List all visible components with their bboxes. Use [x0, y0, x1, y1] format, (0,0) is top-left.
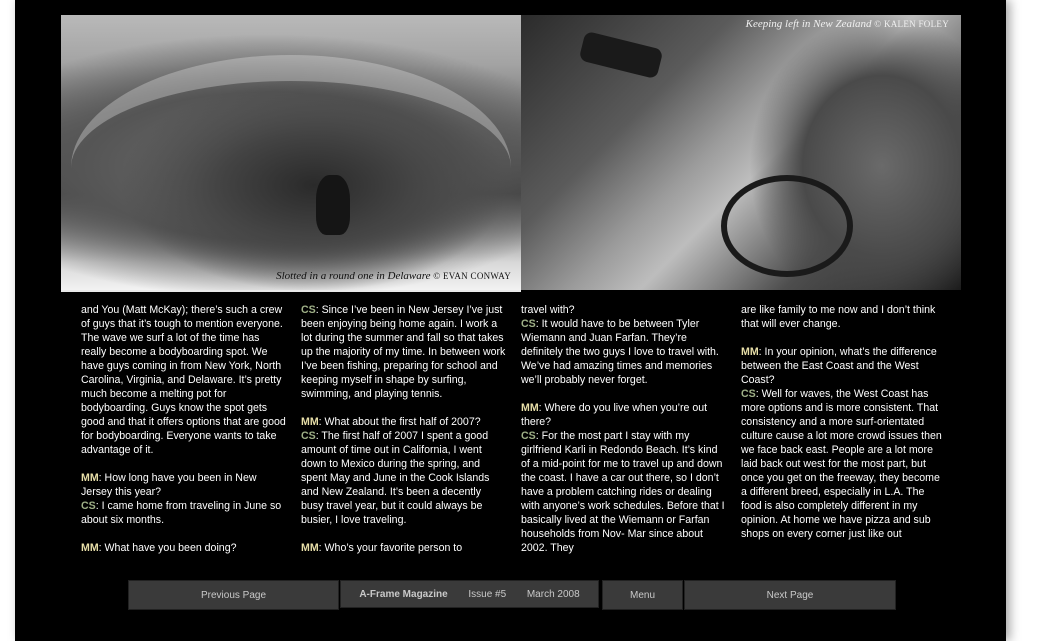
- right-photo-caption: [746, 18, 949, 30]
- text-column-4: [741, 303, 946, 555]
- next-page-button[interactable]: [684, 580, 896, 610]
- paragraph-text: The first half of 2007 I spent a good amount of time out in California, I went down to Mexico during the spring, and spent May and June in the Cook Islands and New Zealand. It’s been a decently busy travel year, but it could always be busier, I love traveling.: [301, 430, 490, 526]
- paragraph-text: In your opinion, what’s the difference between the East Coast and the West Coast?: [741, 346, 937, 386]
- steering-wheel-shape: [721, 175, 853, 277]
- paragraph-text: For the most part I stay with my girlfriend Karli in Redondo Beach. It’s kind of a mid-point for me to travel up and down the coast. I have a car out there, so I don’t have a problem catching rides or dealing with anyone’s work schedules. Before that I basically lived at the Wiemann or Farfan households from Nov- Mar since about 2002. They: [521, 430, 725, 554]
- paragraph-text: I came home from traveling in June so about six months.: [81, 500, 282, 526]
- bodyboarder-figure: [316, 175, 350, 235]
- right-caption-text: Keeping left in New Zealand: [745, 18, 872, 30]
- rearview-mirror-shape: [579, 31, 664, 79]
- paragraph: [521, 303, 726, 317]
- paragraph-text: Where do you live when you’re out there?: [521, 402, 708, 428]
- speaker-label: MM: [81, 472, 99, 484]
- question: MM: Where do you live when you’re out there?: [521, 402, 708, 428]
- menu-label: Menu: [629, 589, 655, 601]
- left-caption-text: Slotted in a round one in Delaware: [276, 270, 431, 282]
- text-column-3: [521, 303, 726, 569]
- speaker-label: CS: [521, 430, 536, 442]
- paragraph-text: Who’s your favorite person to: [324, 542, 463, 554]
- paragraph-text: travel with?: [521, 304, 575, 316]
- speaker-label: CS: [301, 304, 316, 316]
- paragraph-text: What have you been doing?: [104, 542, 237, 554]
- question: MM: Who’s your favorite person to: [301, 542, 463, 554]
- answer: CS: It would have to be between Tyler Wiemann and Juan Farfan. They’re definitely the two guys I love to travel with. We’ve had amazing times and memories we’ll probably never forget.: [521, 318, 719, 386]
- text-column-2: [301, 303, 506, 569]
- paragraph-text: It would have to be between Tyler Wiemann and Juan Farfan. They’re definitely the two guys I love to travel with. We’ve had amazing times and memories we’ll probably never forget.: [521, 318, 719, 386]
- speaker-label: MM: [81, 542, 99, 554]
- issue-date: March 2008: [526, 588, 580, 600]
- previous-page-button[interactable]: [128, 580, 339, 610]
- text-column-1: [81, 303, 286, 569]
- right-caption-credit: © KALEN FOLEY: [874, 19, 949, 29]
- previous-page-label: Previous Page: [200, 589, 267, 601]
- paragraph-text: Well for waves, the West Coast has more options and is more consistent. That consistency and a more surf-orientated culture cause a lot more crowd issues then we face back east. People are a lot more laid back out west for the most part, but once you get on the freeway, they become a different breed, especially in L.A. The food is also completely different in my opinion. At home we have pizza and sub shops on every corner just like out: [741, 388, 942, 540]
- speaker-label: CS: [521, 318, 536, 330]
- issue-number: Issue #5: [468, 588, 507, 600]
- left-caption-credit: © EVAN CONWAY: [433, 271, 511, 281]
- menu-button[interactable]: [602, 580, 683, 610]
- speaker-label: CS: [81, 500, 96, 512]
- paragraph-text: Since I’ve been in New Jersey I’ve just been enjoying being home again. I work a lot during the summer and fall so that takes up the majority of my time. In between work I’ve been fishing, preparing for school and keeping myself in shape by surfing, swimming, and playing tennis.: [301, 304, 506, 400]
- left-photo-caption: [276, 270, 511, 282]
- magazine-page: [15, 0, 1006, 641]
- speaker-label: CS: [301, 430, 316, 442]
- bodyboard-wave-photo: [61, 15, 521, 292]
- speaker-label: MM: [741, 346, 759, 358]
- question: MM: What have you been doing?: [81, 542, 237, 554]
- magazine-title: A-Frame Magazine: [359, 588, 448, 600]
- question: MM: How long have you been in New Jersey this year?: [81, 472, 257, 498]
- answer: CS: Well for waves, the West Coast has more options and is more consistent. That consistency and a more surf-orientated culture cause a lot more crowd issues then we face back east. People are a lot more laid back out west for the most part, but once you get on the freeway, they become a different breed, especially in L.A. The food is also completely different in my opinion. At home we have pizza and sub shops on every corner just like out: [741, 388, 942, 540]
- paragraph-text: and You (Matt McKay); there’s such a crew of guys that it’s tough to mention everyone. The wave we surf a lot of the time has really become a bodyboarding spot. We have guys coming in from New York, North Carolina, Virginia, and Delaware. It’s pretty much become a melting pot for bodyboarding. Guys know the spot gets good and that it offers options that are good for bodyboarding. Everyone wants to take advantage of it.: [81, 304, 286, 456]
- speaker-label: MM: [301, 542, 319, 554]
- question: MM: In your opinion, what’s the difference between the East Coast and the West Coast?: [741, 346, 937, 386]
- magazine-info-bar: [340, 580, 599, 608]
- question: MM: What about the first half of 2007?: [301, 416, 481, 428]
- paragraph: [741, 303, 946, 331]
- speaker-label: CS: [741, 388, 756, 400]
- speaker-label: MM: [301, 416, 319, 428]
- answer: CS: I came home from traveling in June so about six months.: [81, 500, 282, 526]
- paragraph: [81, 303, 286, 457]
- paragraph-text: are like family to me now and I don’t think that will ever change.: [741, 304, 936, 330]
- paragraph-text: How long have you been in New Jersey this year?: [81, 472, 257, 498]
- driving-truck-photo: [521, 15, 961, 290]
- wave-barrel-shape: [71, 55, 511, 281]
- paragraph-text: What about the first half of 2007?: [324, 416, 481, 428]
- next-page-label: Next Page: [766, 589, 814, 601]
- answer: CS: Since I’ve been in New Jersey I’ve just been enjoying being home again. I work a lot during the summer and fall so that takes up the majority of my time. In between work I’ve been fishing, preparing for school and keeping myself in shape by surfing, swimming, and playing tennis.: [301, 304, 506, 400]
- speaker-label: MM: [521, 402, 539, 414]
- answer: CS: For the most part I stay with my girlfriend Karli in Redondo Beach. It’s kind of a mid-point for me to travel up and down the coast. I have a car out there, so I don’t have a problem catching rides or dealing with anyone’s work schedules. Before that I basically lived at the Wiemann or Farfan households from Nov- Mar since about 2002. They: [521, 430, 725, 554]
- answer: CS: The first half of 2007 I spent a good amount of time out in California, I went down to Mexico during the spring, and spent May and June in the Cook Islands and New Zealand. It’s been a decently busy travel year, but it could always be busier, I love traveling.: [301, 430, 490, 526]
